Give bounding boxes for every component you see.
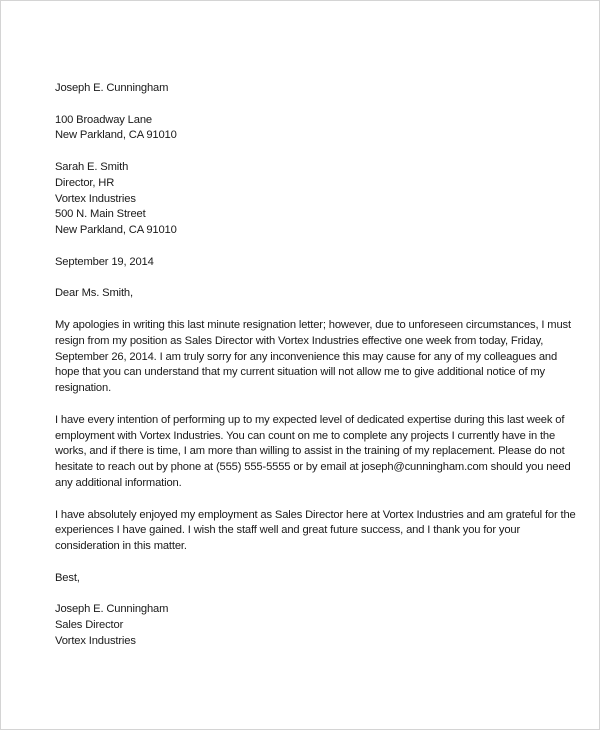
date-block [55, 255, 535, 271]
body-line: hope that you can understand that my current situation will not allow me to give additional notice of my [55, 366, 545, 379]
closing-block [55, 571, 535, 587]
sender-block [55, 81, 535, 97]
signature-block [55, 602, 535, 649]
body-line: resignation. [55, 382, 112, 395]
recipient-name: Sarah E. Smith [55, 160, 129, 173]
recipient-address-line1: 500 N. Main Street [55, 208, 146, 221]
body-line: any additional information. [55, 476, 182, 489]
body-line: My apologies in writing this last minute resignation letter; however, due to unforeseen circumstances, I must [55, 318, 571, 331]
sender-address-line2: New Parkland, CA 91010 [55, 129, 177, 142]
sender-name: Joseph E. Cunningham [55, 82, 169, 94]
body-line: I have every intention of performing up to my expected level of dedicated expertise during this last week of [55, 413, 565, 426]
salutation-block [55, 286, 535, 302]
salutation: Dear Ms. Smith, [55, 287, 133, 300]
recipient-address-line2: New Parkland, CA 91010 [55, 224, 177, 237]
sender-address [55, 113, 535, 145]
sender-address-line1: 100 Broadway Lane [55, 113, 152, 126]
body-paragraph-2 [55, 413, 571, 492]
recipient-block [55, 160, 535, 239]
body-paragraph-1 [55, 318, 571, 397]
body-line: resign from my position as Sales Director with Vortex Industries effective one week from today, Friday, [55, 334, 544, 347]
body-line: hesitate to reach out by phone at (555) 555-5555 or by email at joseph@cunningham.com should you need [55, 461, 571, 474]
body-line: I have absolutely enjoyed my employment as Sales Director here at Vortex Industries and am grateful for the [55, 508, 576, 521]
signature-name: Joseph E. Cunningham [55, 603, 169, 616]
body-line: employment with Vortex Industries. You can count on me to complete any projects I currently have in the [55, 429, 556, 442]
body-paragraph-3 [55, 508, 576, 555]
signature-title: Sales Director [55, 619, 124, 632]
recipient-company: Vortex Industries [55, 192, 136, 205]
signature-company: Vortex Industries [55, 634, 136, 647]
body-line: works, and if there is time, I am more than willing to assist in the training of my replacement. Please do not [55, 445, 565, 458]
body-line: September 26, 2014. I am truly sorry for any inconvenience this may cause for any of my colleagues and [55, 350, 558, 363]
body-line: experiences I have gained. I wish the staff well and great future success, and I thank you for your [55, 524, 521, 537]
letter-date: September 19, 2014 [55, 255, 154, 268]
resignation-letter [55, 81, 576, 650]
recipient-title: Director, HR [55, 176, 115, 189]
body-line: consideration in this matter. [55, 540, 187, 553]
closing: Best, [55, 571, 80, 584]
